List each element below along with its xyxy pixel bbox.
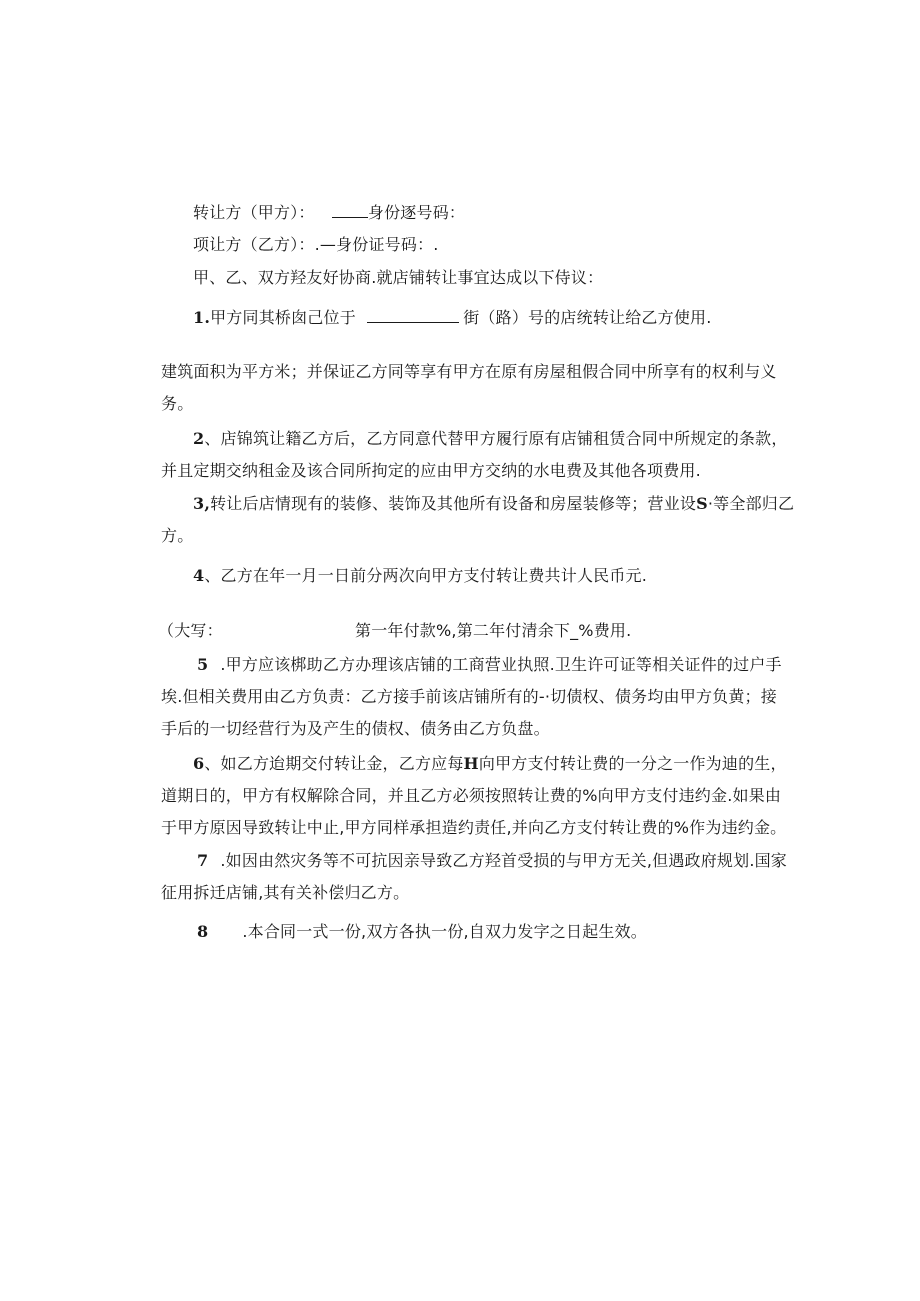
transferor-label: 转让方（甲方）： — [193, 203, 315, 222]
clause-3-text: 转让后店情现有的装修、装饰及其他所有设备和房屋装修等；营业设 — [210, 494, 697, 513]
clause-1-cont-2 — [161, 394, 193, 414]
transferor-line — [193, 203, 465, 223]
clause-2-cont — [161, 461, 701, 481]
clause-5-cont-2 — [161, 719, 550, 739]
clause-3-rest: ·等全部归乙 — [707, 494, 795, 513]
clause-3-cont — [161, 526, 193, 546]
clause-6-cont-1-text: 道期日的，甲方有权解除合同，并且乙方必须按照转让费的%向甲方支付违约金.如果由 — [161, 786, 782, 805]
clause-1-cont-2-text: 务。 — [161, 394, 194, 413]
clause-7-cont — [161, 883, 409, 903]
clause-4-capital-label: （大写： — [158, 621, 223, 640]
clause-4-text: 、乙方在年一月一日前分两次向甲方支付转让费共计人民币元. — [204, 566, 648, 585]
clause-4-number: 4 — [193, 566, 205, 585]
clause-2-text: 、店锦筑让籍乙方后，乙方同意代替甲方履行原有店铺租赁合同中所规定的条款， — [204, 429, 788, 448]
clause-7 — [197, 851, 787, 871]
clause-5-number: 5 — [197, 655, 209, 674]
clause-3-number: 3, — [193, 494, 211, 513]
clause-3 — [193, 494, 794, 514]
clause-5-cont-1-text: 埃.但相关费用由乙方负责：乙方接手前该店铺所有的-·切债权、债务均由甲方负黄；接 — [161, 687, 777, 706]
transferee-text: 项让方（乙方）：.—身份证号码：. — [193, 235, 439, 254]
clause-4-capital-right — [355, 621, 631, 641]
clause-8-text: .本合同一式一份,双方各执一份,自双力发字之日起生效。 — [242, 922, 648, 941]
clause-6-text-a: 、如乙方迨期交付转让金，乙方应每 — [204, 754, 464, 773]
clause-8 — [197, 922, 647, 942]
clause-3-cont-text: 方。 — [161, 526, 194, 545]
clause-1-cont-1 — [161, 362, 777, 382]
agreement-intro — [193, 268, 603, 288]
transferor-id-label: 身份逐号码： — [367, 203, 466, 222]
clause-1-cont-1-text: 建筑面积为平方米；并保证乙方同等享有甲方在原有房屋租假合同中所享有的权利与义 — [161, 362, 777, 381]
clause-5-cont-2-text: 手后的一切经营行为及产生的债权、债务由乙方负盘。 — [161, 719, 550, 738]
clause-5 — [197, 655, 782, 675]
clause-8-number: 8 — [197, 922, 209, 941]
clause-6-cont-1 — [161, 786, 781, 806]
clause-6-bold-char: H — [463, 754, 479, 773]
clause-3-bold-char: S — [696, 494, 708, 513]
clause-6-text-b: 向甲方支付转让费的一分之一作为迪的生， — [478, 754, 787, 773]
clause-7-text: .如因由然灾务等不可抗因亲导致乙方羟首受损的与甲方无关,但遇政府规划.国家 — [220, 851, 788, 870]
clause-5-text: .甲方应该梆助乙方办理该店铺的工商营业执照.卫生许可证等相关证件的过户手 — [220, 655, 782, 674]
clause-2-cont-text: 并且定期交纳租金及该合同所拘定的应由甲方交纳的水电费及其他各项费用. — [161, 461, 701, 480]
agreement-intro-text: 甲、乙、双方羟友好协商.就店铺转让事宜达成以下侍议： — [193, 268, 604, 287]
clause-2 — [193, 429, 788, 449]
clause-5-cont-1 — [161, 687, 777, 707]
clause-1-number: 1. — [193, 308, 211, 327]
clause-2-number: 2 — [193, 429, 205, 448]
clause-1-prefix: 甲方同其桥囱己位于 — [210, 308, 356, 327]
clause-6-cont-2-text: 于甲方原因导致转让中止,甲方同样承担造约责任,并向乙方支付转让费的%作为违约金。 — [161, 818, 787, 837]
transferee-line — [193, 235, 439, 255]
clause-4-capital-left — [158, 621, 223, 641]
clause-1-blank — [367, 308, 459, 323]
clause-1 — [193, 308, 712, 328]
clause-1-suffix: 街（路）号的店统转让给乙方使用. — [463, 308, 712, 327]
clause-7-number: 7 — [197, 851, 209, 870]
transferor-blank — [332, 203, 368, 218]
clause-4 — [193, 566, 647, 586]
clause-6 — [193, 754, 787, 774]
clause-6-cont-2 — [161, 818, 786, 838]
clause-6-number: 6 — [193, 754, 205, 773]
clause-7-cont-text: 征用拆迁店铺,其有关补偿归乙方。 — [161, 883, 410, 902]
clause-4-payment-text: 第一年付款%,第二年付清余下_%费用. — [355, 621, 632, 640]
